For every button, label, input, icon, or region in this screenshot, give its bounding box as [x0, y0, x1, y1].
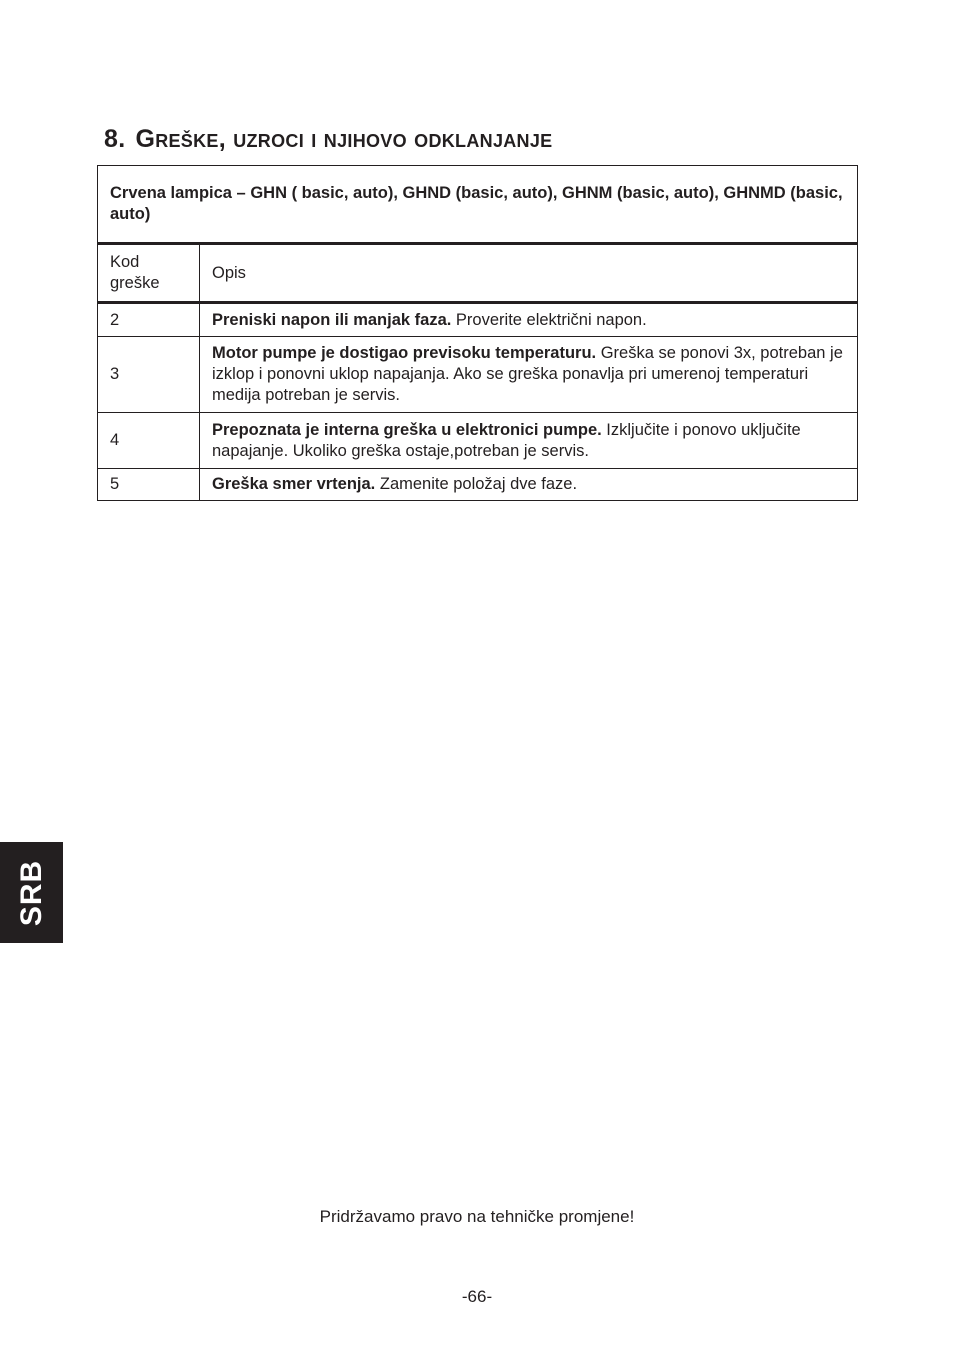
error-title: Greška smer vrtenja. [212, 475, 376, 493]
table-header: Crvena lampica – GHN ( basic, auto), GHND (basic, auto), GHNM (basic, auto), GHNMD (basic, auto) [98, 166, 858, 244]
error-text: Zamenite položaj dve faze. [375, 475, 578, 493]
table-row [98, 413, 858, 469]
page-number: -66- [461, 1287, 493, 1306]
section-title [104, 122, 552, 156]
error-description [200, 337, 858, 413]
column-header-row [98, 244, 858, 303]
error-description [200, 303, 858, 337]
error-title: Motor pumpe je dostigao previsoku temperaturu. [212, 344, 597, 362]
error-code: 2 [98, 303, 200, 337]
language-tab [0, 842, 63, 943]
table-row [98, 303, 858, 337]
table-row [98, 337, 858, 413]
column-header-code: Kod greške [98, 244, 200, 303]
error-description [200, 469, 858, 501]
column-header-description: Opis [200, 244, 858, 303]
table-header-row [98, 166, 858, 244]
error-code-table [97, 165, 858, 501]
error-text: Proverite električni napon. [451, 310, 647, 329]
section-number: 8. [104, 125, 126, 153]
language-tab-label: SRB [14, 859, 48, 926]
error-text: Greška se ponovi 3x, potreban je izklop i ponovni uklop napajanja. Ako se greška ponavlja pri umerenoj temperaturi medija potreban je servis. [212, 344, 843, 404]
table-row [98, 469, 858, 501]
error-title: Preniski napon ili manjak faza. [212, 310, 452, 329]
error-code: 3 [98, 337, 200, 413]
error-title: Prepoznata je interna greška u elektronici pumpe. [212, 420, 602, 439]
footer-note: Pridržavamo pravo na tehničke promjene! [319, 1207, 635, 1226]
error-code: 5 [98, 469, 200, 501]
error-description [200, 413, 858, 469]
error-code: 4 [98, 413, 200, 469]
error-text: Izključite i ponovo uključite napajanje. Ukoliko greška ostaje,potreban je servis. [212, 420, 801, 460]
section-heading: Greške, uzroci i njihovo odklanjanje [135, 125, 553, 153]
